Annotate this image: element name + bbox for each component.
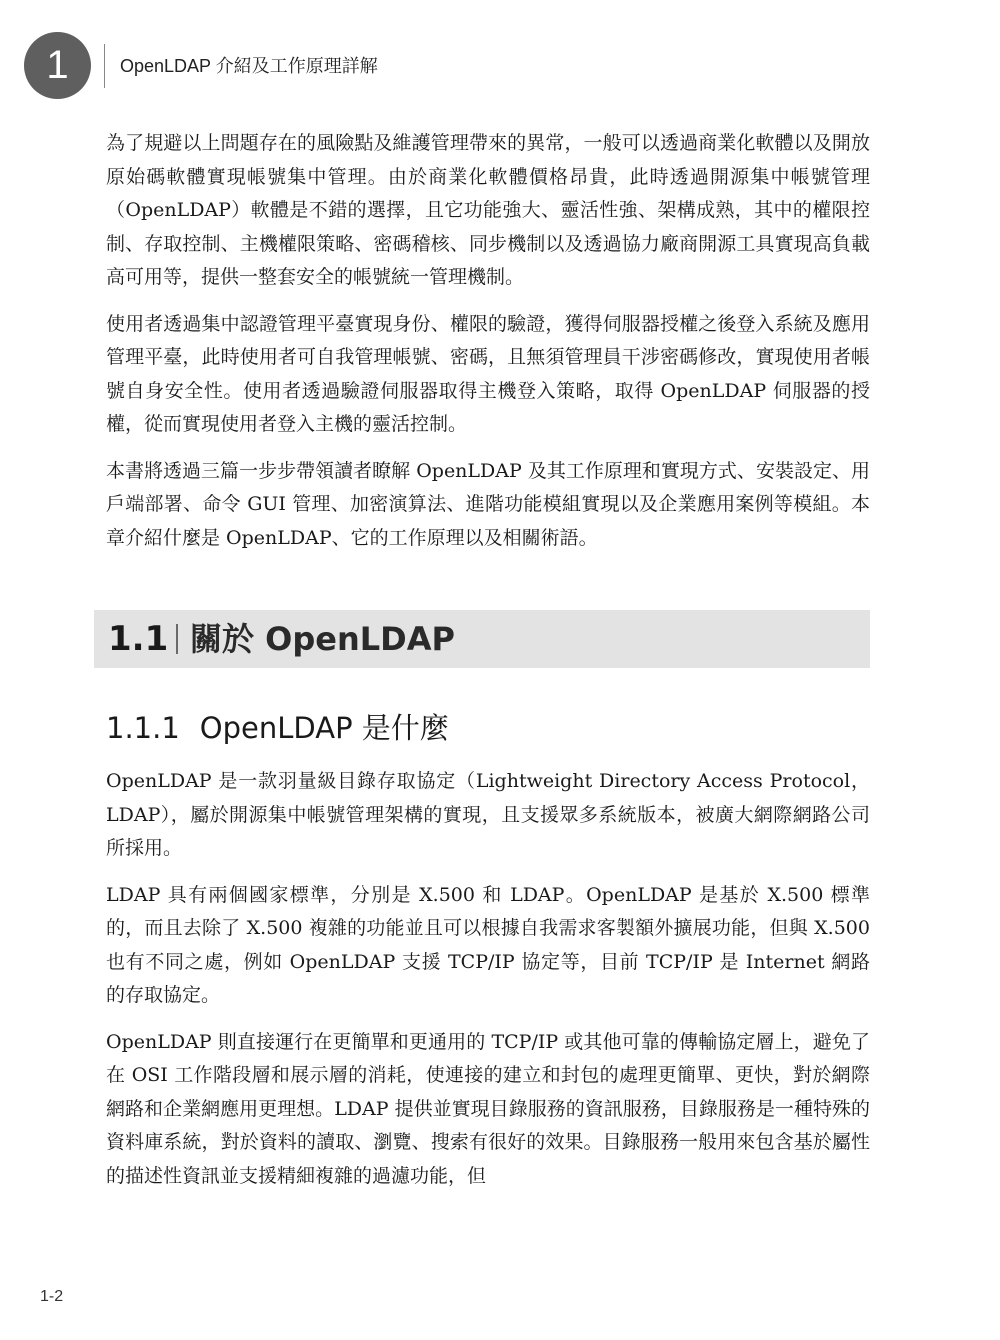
page-number: 1-2 (40, 1288, 64, 1305)
paragraph: 為了規避以上問題存在的風險點及維護管理帶來的異常，一般可以透過商業化軟體以及開放原始碼軟體實現帳號集中管理。由於商業化軟體價格昂貴，此時透過開源集中帳號管理（OpenLDAP）軟體是不錯的選擇，且它功能強大、靈活性強、架構成熟，其中的權限控制、存取控制、主機權限策略、密碼稽核、同步機制以及透過協力廠商開源工具實現高負載高可用等，提供一整套安全的帳號統一管理機制。 (106, 132, 870, 288)
section-heading-bar (94, 610, 870, 668)
section-title: 關於 OpenLDAP (190, 620, 455, 658)
subsection-title: OpenLDAP 是什麼 (199, 711, 449, 745)
subsection-text (106, 765, 870, 1206)
subsection-number: 1.1.1 (106, 711, 180, 745)
paragraph: OpenLDAP 則直接運行在更簡單和更通用的 TCP/IP 或其他可靠的傳輸協定層上，避免了在 OSI 工作階段層和展示層的消耗，使連接的建立和封包的處理更簡單、更快，對於網際網路和企業網應用更理想。LDAP 提供並實現目錄服務的資訊服務，目錄服務是一種特殊的資料庫系統，對於資料的讀取、瀏覽、搜索有很好的效果。目錄服務一般用來包含基於屬性的描述性資訊並支援精細複雜的過濾功能，但 (106, 1030, 870, 1187)
paragraph: 使用者透過集中認證管理平臺實現身份、權限的驗證，獲得伺服器授權之後登入系統及應用管理平臺，此時使用者可自我管理帳號、密碼，且無須管理員干涉密碼修改，實現使用者帳號自身安全性。使用者透過驗證伺服器取得主機登入策略，取得 OpenLDAP 伺服器的授權，從而實現使用者登入主機的靈活控制。 (106, 312, 870, 435)
section-number: 1.1 (108, 619, 169, 659)
chapter-title: OpenLDAP 介紹及工作原理詳解 (120, 56, 378, 76)
chapter-number-badge: 1 (24, 32, 91, 99)
subsection-heading (106, 708, 449, 748)
paragraph: LDAP 具有兩個國家標準，分別是 X.500 和 LDAP。OpenLDAP 是基於 X.500 標準的，而且去除了 X.500 複雜的功能並且可以根據自我需求客製額外擴展功能，但與 X.500 也有不同之處，例如 OpenLDAP 支援 TCP/IP 協定等，目前 TCP/IP 是 Internet 網路的存取協定。 (106, 883, 870, 1006)
header-divider (104, 44, 105, 88)
paragraph: OpenLDAP 是一款羽量級目錄存取協定（Lightweight Directory Access Protocol，LDAP），屬於開源集中帳號管理架構的實現，且支援眾多系統版本，被廣大網際網路公司所採用。 (106, 770, 870, 859)
intro-text (106, 127, 870, 568)
section-divider (176, 624, 178, 654)
paragraph: 本書將透過三篇一步步帶領讀者瞭解 OpenLDAP 及其工作原理和實現方式、安裝設定、用戶端部署、命令 GUI 管理、加密演算法、進階功能模組實現以及企業應用案例等模組。本章介紹什麼是 OpenLDAP、它的工作原理以及相關術語。 (106, 459, 870, 549)
